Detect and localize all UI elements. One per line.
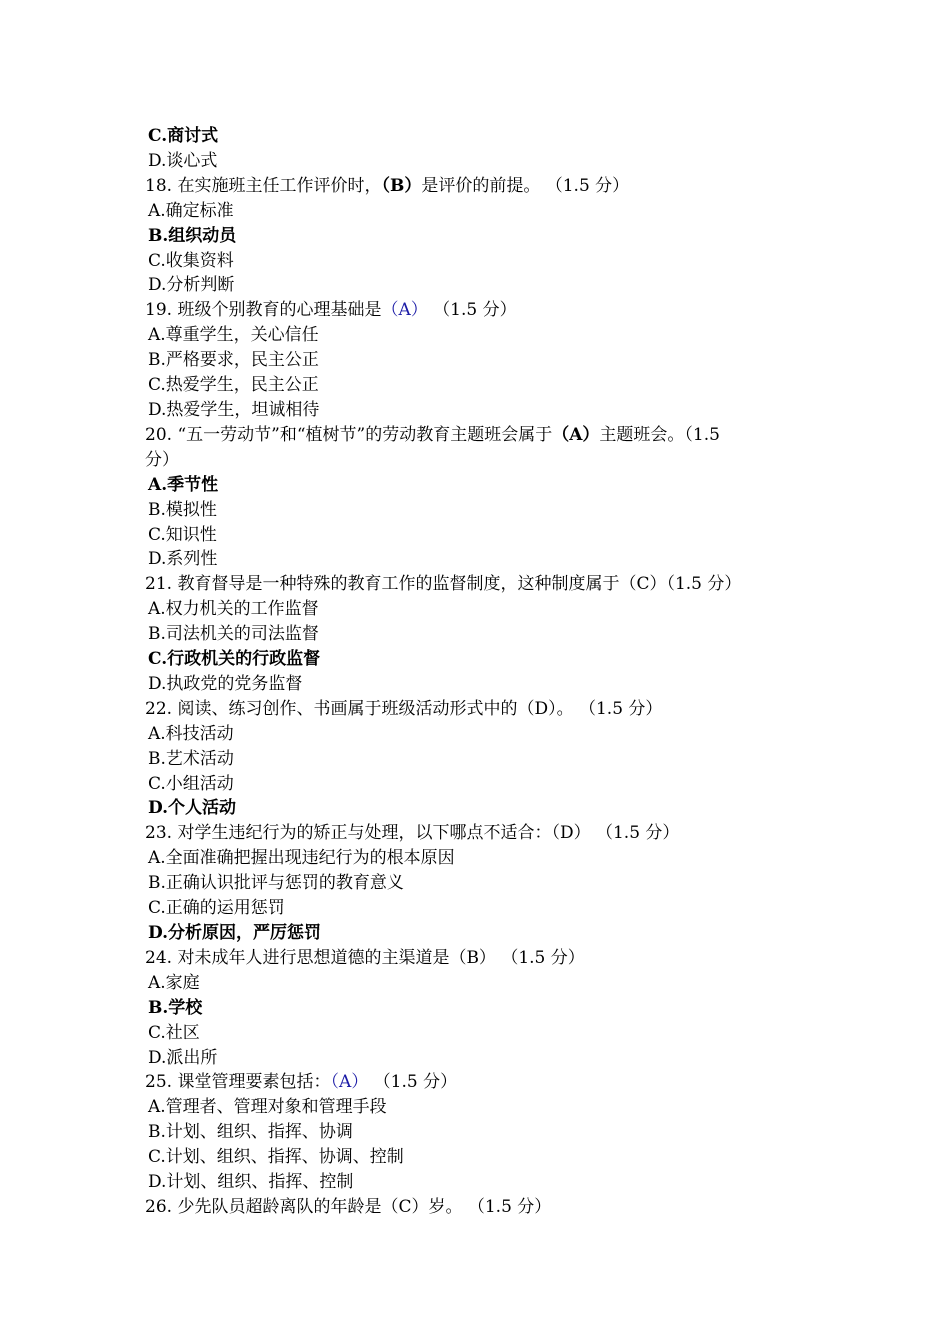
- answer-option: [145, 722, 825, 747]
- option-text: A.管理者、管理对象和管理手段: [148, 1097, 387, 1118]
- answer-option: [145, 647, 825, 672]
- option-text: B.司法机关的司法监督: [148, 624, 319, 645]
- answer-option: [145, 772, 825, 797]
- question-line: [145, 298, 825, 323]
- option-text: C.热爱学生，民主公正: [148, 375, 319, 396]
- option-text: B.正确认识批评与惩罚的教育意义: [148, 873, 404, 894]
- answer-option: [145, 1120, 825, 1145]
- answer-option: [145, 149, 825, 174]
- answer-option: [145, 747, 825, 772]
- option-text: C.社区: [148, 1022, 200, 1043]
- option-text: D.热爱学生，坦诚相待: [148, 399, 320, 420]
- option-text: C.商讨式: [148, 126, 219, 146]
- option-text: B.严格要求，民主公正: [148, 350, 319, 371]
- question-text-part: （A）: [330, 1072, 369, 1093]
- option-text: C.正确的运用惩罚: [148, 898, 285, 919]
- answer-option: [145, 199, 825, 224]
- question-line: [145, 1195, 825, 1220]
- answer-option: [145, 224, 825, 249]
- option-text: D.计划、组织、指挥、控制: [148, 1172, 354, 1193]
- question-text-part: 26. 少先队员超龄离队的年龄是（C）岁。 （1.5 分）: [145, 1196, 552, 1217]
- option-text: A.尊重学生，关心信任: [148, 325, 319, 346]
- question-text-part: 是评价的前提。 （1.5 分）: [421, 175, 630, 196]
- question-text-part: 21. 教育督导是一种特殊的教育工作的监督制度，这种制度属于（C）（1.5 分）: [145, 574, 742, 595]
- answer-option: [145, 473, 825, 498]
- option-text: C.行政机关的行政监督: [148, 649, 321, 670]
- question-line: [145, 572, 825, 597]
- question-text-part: （A）: [381, 300, 428, 321]
- question-text-part: 18. 在实施班主任工作评价时，: [145, 175, 382, 196]
- question-text-part: 20. “五一劳动节”和“植树节”的劳动教育主题班会属于: [145, 424, 553, 445]
- answer-option: [145, 1046, 825, 1071]
- question-line: [145, 697, 825, 722]
- question-text-part: （A）: [552, 424, 600, 445]
- answer-option: [145, 896, 825, 921]
- option-text: D.个人活动: [148, 798, 237, 819]
- answer-option: [145, 498, 825, 523]
- option-text: A.权力机关的工作监督: [148, 599, 319, 620]
- answer-option: [145, 323, 825, 348]
- answer-option: [145, 249, 825, 274]
- answer-option: [145, 597, 825, 622]
- option-text: C.收集资料: [148, 250, 234, 271]
- option-text: A.季节性: [148, 474, 219, 495]
- option-text: A.确定标准: [148, 200, 234, 221]
- answer-option: [145, 971, 825, 996]
- answer-option: [145, 672, 825, 697]
- option-text: B.计划、组织、指挥、协调: [148, 1122, 353, 1143]
- answer-option: [145, 622, 825, 647]
- question-text-part: 19. 班级个别教育的心理基础是: [145, 300, 382, 321]
- answer-option: [145, 348, 825, 373]
- answer-option: [145, 124, 825, 149]
- option-text: B.组织动员: [148, 225, 237, 246]
- question-text-part: 分）: [145, 449, 179, 470]
- option-text: B.学校: [148, 997, 203, 1018]
- question-text-part: 22. 阅读、练习创作、书画属于班级活动形式中的（D）。 （1.5 分）: [145, 698, 663, 719]
- question-line: [145, 448, 825, 473]
- answer-option: [145, 547, 825, 572]
- answer-option: [145, 1021, 825, 1046]
- answer-option: [145, 1145, 825, 1170]
- option-text: D.执政党的党务监督: [148, 673, 303, 694]
- option-text: D.分析原因，严厉惩罚: [148, 923, 322, 943]
- option-text: B.艺术活动: [148, 748, 234, 769]
- document-page: [145, 124, 825, 1220]
- option-text: D.分析判断: [148, 275, 235, 296]
- option-text: D.派出所: [148, 1047, 218, 1068]
- answer-option: [145, 871, 825, 896]
- question-line: [145, 174, 825, 199]
- option-text: C.知识性: [148, 524, 217, 545]
- answer-option: [145, 846, 825, 871]
- question-text-part: 主题班会。（1.5: [599, 424, 720, 445]
- option-text: B.模拟性: [148, 499, 217, 520]
- option-text: D.谈心式: [148, 150, 218, 171]
- question-text-part: 23. 对学生违纪行为的矫正与处理，以下哪点不适合：（D） （1.5 分）: [145, 823, 680, 844]
- question-text-part: （1.5 分）: [368, 1072, 458, 1093]
- option-text: A.家庭: [148, 972, 200, 993]
- option-text: D.系列性: [148, 549, 218, 570]
- answer-option: [145, 1095, 825, 1120]
- option-text: A.科技活动: [148, 723, 234, 744]
- question-line: [145, 423, 825, 448]
- question-text-part: （1.5 分）: [427, 300, 517, 321]
- answer-option: [145, 921, 825, 946]
- question-line: [145, 946, 825, 971]
- answer-option: [145, 398, 825, 423]
- answer-option: [145, 273, 825, 298]
- answer-option: [145, 373, 825, 398]
- question-line: [145, 821, 825, 846]
- question-text-part: 25. 课堂管理要素包括：: [145, 1072, 331, 1093]
- question-text-part: （B）: [381, 175, 422, 196]
- answer-option: [145, 1170, 825, 1195]
- option-text: C.计划、组织、指挥、协调、控制: [148, 1147, 404, 1168]
- answer-option: [145, 796, 825, 821]
- option-text: C.小组活动: [148, 773, 234, 794]
- answer-option: [145, 523, 825, 548]
- answer-option: [145, 996, 825, 1021]
- question-line: [145, 1070, 825, 1095]
- question-text-part: 24. 对未成年人进行思想道德的主渠道是（B） （1.5 分）: [145, 947, 585, 968]
- option-text: A.全面准确把握出现违纪行为的根本原因: [148, 848, 455, 869]
